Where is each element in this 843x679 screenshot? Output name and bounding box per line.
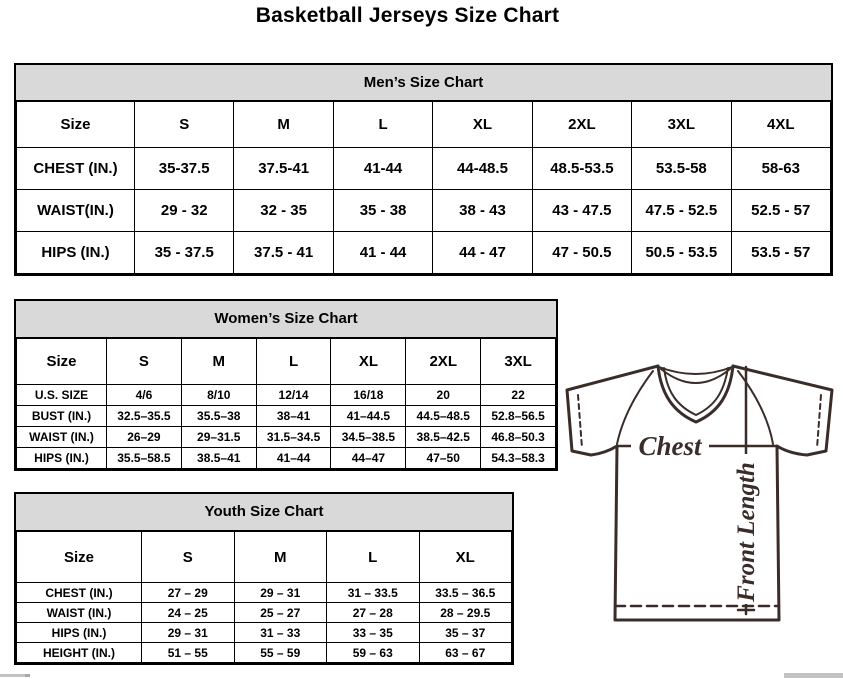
- row-label: HIPS (IN.): [17, 623, 142, 643]
- size-value-cell: 52.8–56.5: [481, 406, 556, 427]
- size-value-cell: 26–29: [107, 427, 182, 448]
- size-value-cell: 55 – 59: [234, 643, 327, 663]
- column-header: XL: [331, 339, 406, 385]
- page-title: Basketball Jerseys Size Chart: [255, 4, 560, 27]
- size-value-cell: 51 – 55: [142, 643, 235, 663]
- table-row: [17, 385, 556, 406]
- youth-size-chart: [14, 492, 514, 665]
- size-value-cell: 53.5 - 57: [731, 232, 830, 274]
- size-value-cell: 35-37.5: [135, 148, 234, 190]
- size-value-cell: 53.5-58: [632, 148, 731, 190]
- size-value-cell: 4/6: [107, 385, 182, 406]
- column-header: 3XL: [632, 102, 731, 148]
- size-value-cell: 38.5–41: [181, 448, 256, 469]
- size-value-cell: 34.5–38.5: [331, 427, 406, 448]
- size-value-cell: 32.5–35.5: [107, 406, 182, 427]
- size-value-cell: 8/10: [181, 385, 256, 406]
- size-value-cell: 29 – 31: [234, 583, 327, 603]
- size-value-cell: 37.5-41: [234, 148, 333, 190]
- sleeve-stitch-line-right: [817, 395, 821, 448]
- table-row: [17, 623, 512, 643]
- size-value-cell: 41–44.5: [331, 406, 406, 427]
- womens-size-table: [16, 338, 556, 469]
- table-row: [17, 148, 831, 190]
- size-value-cell: 47–50: [406, 448, 481, 469]
- header-row: [17, 339, 556, 385]
- size-value-cell: 47 - 50.5: [532, 232, 631, 274]
- size-value-cell: 35 - 38: [333, 190, 432, 232]
- mens-chart-title: Men’s Size Chart: [16, 65, 831, 101]
- size-value-cell: 31.5–34.5: [256, 427, 331, 448]
- size-value-cell: 44–47: [331, 448, 406, 469]
- size-value-cell: 37.5 - 41: [234, 232, 333, 274]
- womens-size-chart: [14, 299, 558, 471]
- size-column-header: Size: [17, 532, 142, 583]
- sleeve-stitch-line-left: [578, 395, 582, 448]
- column-header: S: [142, 532, 235, 583]
- size-value-cell: 28 – 29.5: [419, 603, 512, 623]
- size-value-cell: 29 – 31: [142, 623, 235, 643]
- horizontal-scrollbar-thumb-right[interactable]: [784, 673, 843, 678]
- size-value-cell: 35 – 37: [419, 623, 512, 643]
- chest-label: Chest: [638, 431, 702, 461]
- size-value-cell: 33 – 35: [327, 623, 420, 643]
- row-label: HIPS (IN.): [17, 448, 107, 469]
- size-value-cell: 16/18: [331, 385, 406, 406]
- size-value-cell: 29 - 32: [135, 190, 234, 232]
- size-value-cell: 44.5–48.5: [406, 406, 481, 427]
- mens-size-table: [16, 101, 831, 274]
- size-value-cell: 48.5-53.5: [532, 148, 631, 190]
- size-value-cell: 38 - 43: [433, 190, 532, 232]
- header-row: [17, 102, 831, 148]
- jersey-armhole-seam-right: [738, 371, 773, 444]
- column-header: 4XL: [731, 102, 830, 148]
- womens-chart-title: Women’s Size Chart: [16, 301, 556, 338]
- size-value-cell: 41–44: [256, 448, 331, 469]
- size-value-cell: 27 – 29: [142, 583, 235, 603]
- table-row: [17, 406, 556, 427]
- row-label: HIPS (IN.): [17, 232, 135, 274]
- front-length-label: Front Length: [733, 462, 760, 602]
- size-value-cell: 50.5 - 53.5: [632, 232, 731, 274]
- table-row: [17, 583, 512, 603]
- size-value-cell: 63 – 67: [419, 643, 512, 663]
- size-value-cell: 52.5 - 57: [731, 190, 830, 232]
- row-label: WAIST (IN.): [17, 603, 142, 623]
- row-label: BUST (IN.): [17, 406, 107, 427]
- column-header: L: [327, 532, 420, 583]
- column-header: S: [107, 339, 182, 385]
- row-label: CHEST (IN.): [17, 148, 135, 190]
- size-value-cell: 38.5–42.5: [406, 427, 481, 448]
- row-label: WAIST (IN.): [17, 427, 107, 448]
- column-header: M: [234, 102, 333, 148]
- table-row: [17, 190, 831, 232]
- column-header: XL: [419, 532, 512, 583]
- size-value-cell: 35.5–58.5: [107, 448, 182, 469]
- size-column-header: Size: [17, 102, 135, 148]
- column-header: M: [234, 532, 327, 583]
- jersey-outline: [567, 366, 832, 620]
- column-header: XL: [433, 102, 532, 148]
- size-value-cell: 12/14: [256, 385, 331, 406]
- column-header: L: [333, 102, 432, 148]
- size-value-cell: 27 – 28: [327, 603, 420, 623]
- column-header: 3XL: [481, 339, 556, 385]
- size-value-cell: 46.8–50.3: [481, 427, 556, 448]
- mens-size-chart: [14, 63, 833, 276]
- table-row: [17, 427, 556, 448]
- row-label: HEIGHT (IN.): [17, 643, 142, 663]
- horizontal-scrollbar-thumb-left[interactable]: [0, 674, 30, 677]
- size-value-cell: 59 – 63: [327, 643, 420, 663]
- size-value-cell: 38–41: [256, 406, 331, 427]
- jersey-measurement-diagram: [557, 354, 842, 626]
- size-value-cell: 33.5 – 36.5: [419, 583, 512, 603]
- size-value-cell: 54.3–58.3: [481, 448, 556, 469]
- size-value-cell: 35.5–38: [181, 406, 256, 427]
- youth-chart-title: Youth Size Chart: [16, 494, 512, 531]
- table-row: [17, 603, 512, 623]
- column-header: L: [256, 339, 331, 385]
- column-header: 2XL: [406, 339, 481, 385]
- size-value-cell: 44 - 47: [433, 232, 532, 274]
- size-value-cell: 41 - 44: [333, 232, 432, 274]
- size-value-cell: 24 – 25: [142, 603, 235, 623]
- table-row: [17, 448, 556, 469]
- size-value-cell: 43 - 47.5: [532, 190, 631, 232]
- youth-size-table: [16, 531, 512, 663]
- size-value-cell: 47.5 - 52.5: [632, 190, 731, 232]
- row-label: U.S. SIZE: [17, 385, 107, 406]
- size-value-cell: 35 - 37.5: [135, 232, 234, 274]
- size-value-cell: 29–31.5: [181, 427, 256, 448]
- column-header: 2XL: [532, 102, 631, 148]
- size-value-cell: 20: [406, 385, 481, 406]
- size-value-cell: 58-63: [731, 148, 830, 190]
- size-value-cell: 31 – 33: [234, 623, 327, 643]
- table-row: [17, 232, 831, 274]
- jersey-collar-back-arc-1: [659, 367, 732, 374]
- table-row: [17, 643, 512, 663]
- size-value-cell: 22: [481, 385, 556, 406]
- row-label: WAIST(IN.): [17, 190, 135, 232]
- column-header: S: [135, 102, 234, 148]
- row-label: CHEST (IN.): [17, 583, 142, 603]
- size-column-header: Size: [17, 339, 107, 385]
- size-value-cell: 41-44: [333, 148, 432, 190]
- size-value-cell: 31 – 33.5: [327, 583, 420, 603]
- column-header: M: [181, 339, 256, 385]
- size-value-cell: 25 – 27: [234, 603, 327, 623]
- size-value-cell: 44-48.5: [433, 148, 532, 190]
- header-row: [17, 532, 512, 583]
- size-value-cell: 32 - 35: [234, 190, 333, 232]
